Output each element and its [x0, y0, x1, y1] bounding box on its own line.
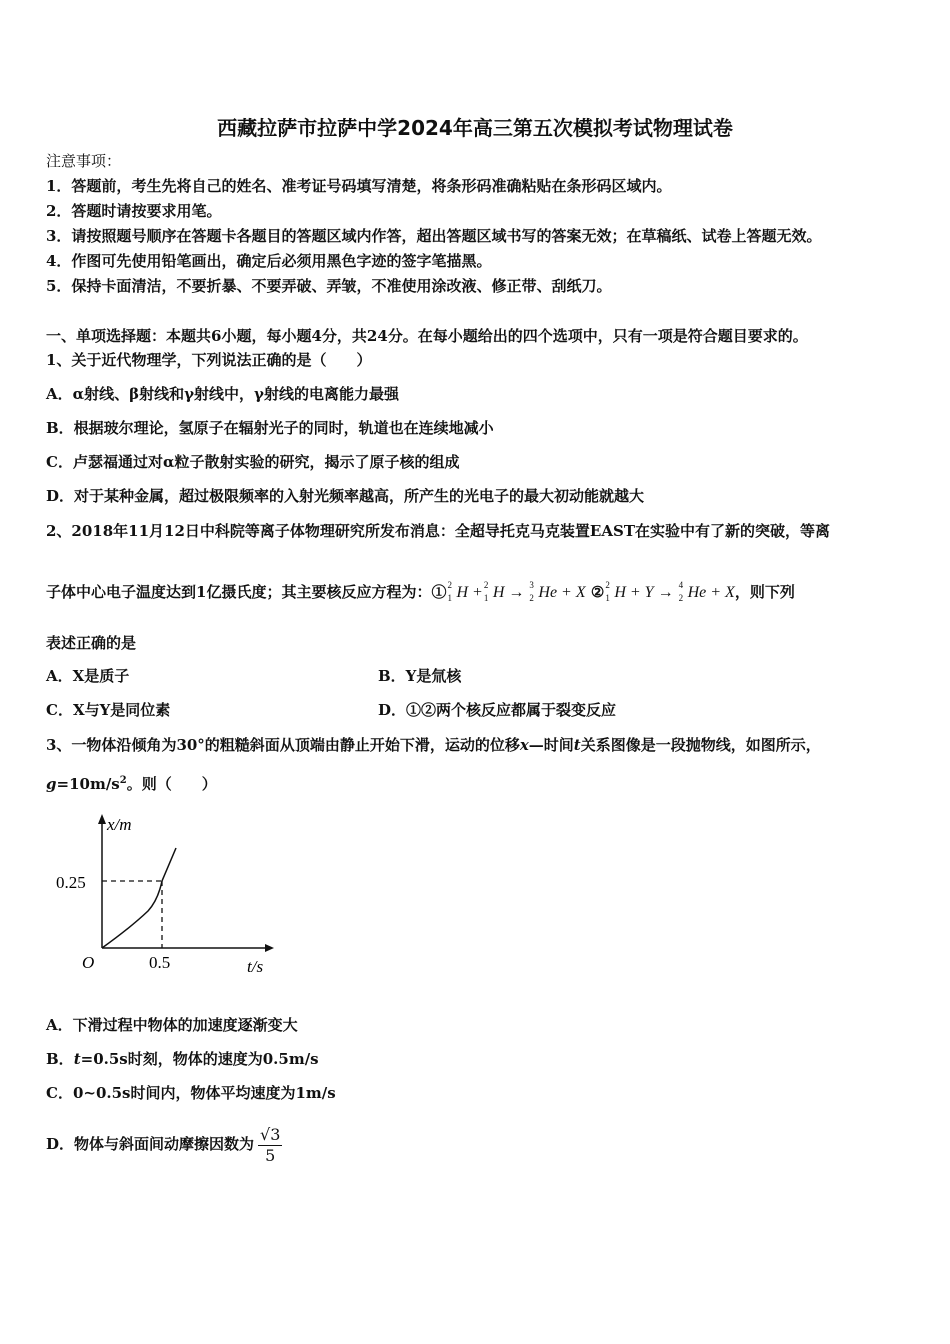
- q3-option-b: B．t=0.5s时刻，物体的速度为0.5m/s: [46, 1050, 319, 1068]
- q2-option-c: C．X与Y是同位素: [46, 701, 171, 719]
- q3-stem-line1: 3、一物体沿倾角为30°的粗糙斜面从顶端由静止开始下滑，运动的位移x—时间t关系图像是一段抛物线，如图所示，: [46, 736, 821, 754]
- nuclide: 3 2 He: [529, 580, 558, 603]
- q3-option-c: C．0~0.5s时间内，物体平均速度为1m/s: [46, 1084, 336, 1102]
- origin-label: O: [82, 953, 95, 972]
- q1-option-a: A．α射线、β射线和γ射线中，γ射线的电离能力最强: [46, 385, 399, 403]
- q3-option-a: A．下滑过程中物体的加速度逐渐变大: [46, 1016, 298, 1034]
- page-title: 西藏拉萨市拉萨中学2024年高三第五次模拟考试物理试卷: [217, 116, 733, 140]
- q2-equation-2: 2 1 H + Y → 4 2 He + X: [605, 580, 735, 603]
- nuclide: 2 1 H: [605, 580, 626, 603]
- nuclide: 4 2 He: [678, 580, 707, 603]
- notice-item-4: 4．作图可先使用铅笔画出，确定后必须用黑色字迹的签字笔描黑。: [46, 252, 492, 270]
- y-axis-arrow-icon: [98, 814, 106, 824]
- q2-option-d: D．①②两个核反应都属于裂变反应: [378, 701, 617, 719]
- q2-stem-line3: 表述正确的是: [46, 634, 137, 652]
- displacement-time-graph: [50, 808, 280, 978]
- notice-item-3: 3．请按照题号顺序在答题卡各题目的答题区域内作答，超出答题区域书写的答案无效；在草稿纸、试卷上答题无效。: [46, 227, 822, 245]
- y-tick-label: 0.25: [56, 873, 86, 892]
- x-tick-label: 0.5: [149, 953, 171, 972]
- q2-mark-2: ②: [590, 583, 605, 601]
- nuclide: 2 1 H: [483, 580, 505, 603]
- q1-stem: 1、关于近代物理学，下列说法正确的是（ ）: [46, 351, 372, 369]
- q2-option-a: A．X是质子: [46, 667, 130, 685]
- x-axis-label: t/s: [247, 957, 264, 976]
- notice-item-5: 5．保持卡面清洁，不要折暴、不要弄破、弄皱，不准使用涂改液、修正带、刮纸刀。: [46, 277, 612, 295]
- q2-equation-1: 2 1 H + 2 1 H → 3 2 He + X: [447, 580, 586, 603]
- q2-stem-tail: ，则下列: [734, 583, 795, 601]
- q2-stem-line1: 2、2018年11月12日中科院等离子体物理研究所发布消息：全超导托克马克装置EAST在实验中有了新的突破，等离: [46, 522, 831, 540]
- nuclide: 2 1 H: [447, 580, 469, 603]
- parabola-curve: [102, 848, 176, 948]
- notice-item-1: 1．答题前，考生先将自己的姓名、准考证号码填写清楚，将条形码准确粘贴在条形码区域内。: [46, 177, 672, 195]
- q2-stem-line2: [46, 582, 795, 603]
- fraction: $\frac{√3}{5}$: [260, 1124, 281, 1165]
- notice-heading: 注意事项：: [46, 152, 122, 170]
- y-axis-label: x/m: [107, 815, 132, 834]
- notice-item-2: 2．答题时请按要求用笔。: [46, 202, 222, 220]
- q1-option-d: D．对于某种金属，超过极限频率的入射光频率越高，所产生的光电子的最大初动能就越大: [46, 487, 645, 505]
- q3-option-d: D．物体与斜面间动摩擦因数为 $\frac{√3}{5}$: [46, 1124, 281, 1165]
- q2-option-b: B．Y是氚核: [378, 667, 462, 685]
- q1-option-b: B．根据玻尔理论，氢原子在辐射光子的同时，轨道也在连续地减小: [46, 419, 494, 437]
- q1-option-c: C．卢瑟福通过对α粒子散射实验的研究，揭示了原子核的组成: [46, 453, 460, 471]
- q3-stem-line2: $g=10m/s^2$。则（ ）: [46, 775, 217, 793]
- x-axis-arrow-icon: [265, 944, 274, 952]
- section-heading: 一、单项选择题：本题共6小题，每小题4分，共24分。在每小题给出的四个选项中，只有一项是符合题目要求的。: [46, 327, 808, 345]
- q2-stem-text: 子体中心电子温度达到1亿摄氏度；其主要核反应方程为：: [46, 583, 432, 601]
- q2-mark-1: ①: [431, 583, 447, 601]
